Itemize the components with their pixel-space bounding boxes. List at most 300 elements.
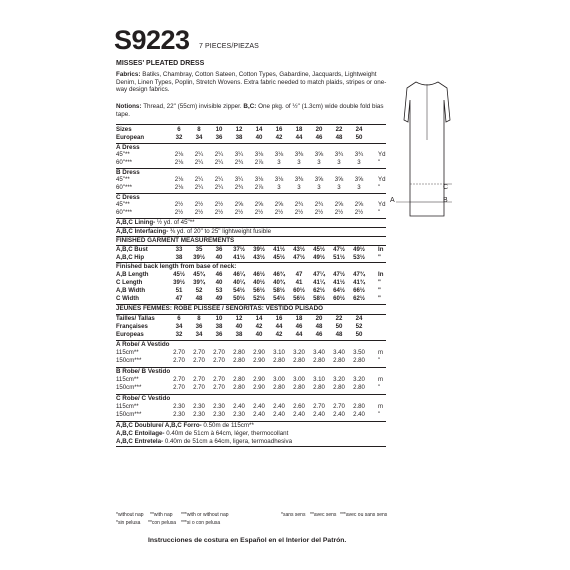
unit-label: " — [378, 159, 381, 166]
table-rule — [116, 193, 386, 194]
table-cell: 50½ — [233, 295, 245, 302]
table-cell: 3⅛ — [254, 151, 264, 158]
table-cell: 3⅝ — [314, 176, 324, 183]
table-cell: 47 — [295, 271, 303, 278]
table-cell: 18 — [295, 126, 303, 133]
footnote-con-pelusa: **con pelusa — [148, 520, 177, 526]
table-cell: 41¼ — [313, 279, 325, 286]
table-cell: 3 — [317, 159, 321, 166]
table-cell: 2.90 — [253, 357, 265, 364]
table-cell: 2.40 — [313, 411, 325, 418]
table-cell: 2.40 — [273, 411, 285, 418]
table-cell: 2⅝ — [234, 201, 244, 208]
table-section-heading: JEUNES FEMMES: ROBE PLISSÉE / SEÑORITAS: VESTIDO PLISADO — [116, 305, 324, 312]
note-text: 0.40m de 51cm à 64cm, léger, thermocollant — [164, 430, 289, 437]
table-cell: 40¼ — [233, 279, 245, 286]
table-cell: 2⅛ — [174, 159, 184, 166]
table-cell: 2.70 — [173, 349, 185, 356]
table-cell: 10 — [215, 315, 223, 322]
table-cell: 2½ — [174, 201, 184, 208]
table-cell: 2.80 — [233, 357, 245, 364]
table-cell: 41½ — [273, 246, 285, 253]
table-cell: 2½ — [274, 209, 284, 216]
notions-label: Notions: — [116, 103, 142, 110]
table-cell: 2⅞ — [254, 159, 264, 166]
table-cell: 2.70 — [213, 357, 225, 364]
table-cell: 2.30 — [193, 403, 205, 410]
table-cell: 3¼ — [234, 176, 244, 183]
unit-label: Yd — [378, 151, 386, 158]
table-cell: 2½ — [294, 209, 304, 216]
table-cell: 40 — [215, 254, 223, 261]
table-cell: 2¼ — [194, 184, 204, 191]
table-cell: 41½ — [333, 279, 345, 286]
view-c-label: C — [443, 184, 449, 191]
note-label: A,B,C Interfacing- — [116, 228, 169, 235]
row-label: A,B Length — [116, 271, 149, 278]
table-cell: 2.30 — [213, 403, 225, 410]
table-cell: 64½ — [333, 287, 345, 294]
table-cell: 3 — [357, 159, 361, 166]
table-cell: 3 — [357, 184, 361, 191]
table-cell: 47½ — [333, 246, 345, 253]
table-cell: 46¾ — [273, 271, 285, 278]
table-cell: 36 — [215, 331, 223, 338]
table-cell: 2⅝ — [274, 201, 284, 208]
table-cell: 3⅜ — [294, 151, 304, 158]
table-cell: 45½ — [313, 246, 325, 253]
table-cell: 2.80 — [233, 384, 245, 391]
unit-label: " — [378, 279, 381, 286]
table-cell: 16 — [275, 315, 283, 322]
table-cell: 6 — [177, 126, 181, 133]
table-cell: 47½ — [333, 271, 345, 278]
table-cell: 48 — [335, 331, 343, 338]
table-cell: 51 — [175, 287, 183, 294]
note-text: 0.50m de 115cm** — [201, 422, 254, 429]
table-cell: 47¼ — [313, 271, 325, 278]
table-cell: 3¼ — [234, 151, 244, 158]
row-label: 115cm** — [116, 349, 139, 356]
table-cell: 3 — [337, 159, 341, 166]
table-cell: 47½ — [293, 254, 305, 261]
table-cell: 10 — [215, 126, 223, 133]
table-cell: 36 — [215, 134, 223, 141]
row-label: 150cm*** — [116, 384, 142, 391]
table-cell: 3⅛ — [274, 176, 284, 183]
table-cell: 2¼ — [194, 159, 204, 166]
unit-label: " — [378, 254, 381, 261]
table-cell: 2¼ — [214, 176, 224, 183]
table-rule — [116, 168, 386, 169]
row-label: 45"** — [116, 201, 130, 208]
table-cell: 2¼ — [214, 184, 224, 191]
table-cell: 2.80 — [313, 384, 325, 391]
table-cell: 2.80 — [353, 384, 365, 391]
unit-label: " — [378, 184, 381, 191]
table-cell: 2½ — [314, 209, 324, 216]
notions-text: Thread, 22" (55cm) invisible zipper. — [143, 103, 242, 110]
table-cell: 41½ — [233, 254, 245, 261]
table-cell: 40¾ — [273, 279, 285, 286]
table-cell: 18 — [295, 315, 303, 322]
table-cell: 3¾ — [334, 151, 344, 158]
table-cell: 2.40 — [273, 403, 285, 410]
table-cell: 36 — [195, 323, 203, 330]
unit-label: In — [378, 246, 384, 253]
row-label: Tailles/ Tallas — [116, 315, 155, 322]
table-cell: 3.40 — [333, 349, 345, 356]
note-text: ⅜ yd. of 20" to 25" lightweight fusible — [168, 228, 272, 235]
table-cell: 40 — [255, 331, 263, 338]
table-cell: 58½ — [313, 295, 325, 302]
notions-bc-label: B,C: — [243, 103, 257, 110]
unit-label: " — [378, 287, 381, 294]
table-cell: 2.30 — [173, 403, 185, 410]
footnote-avec-ou-sans: ***avec ou sans sens — [340, 512, 388, 518]
table-cell: 2.80 — [293, 384, 305, 391]
table-cell: 34 — [175, 323, 183, 330]
table-cell: 3⅛ — [274, 151, 284, 158]
table-cell: 48 — [335, 134, 343, 141]
table-cell: 43½ — [293, 246, 305, 253]
table-cell: 2⅝ — [354, 201, 364, 208]
table-cell: 2.90 — [253, 384, 265, 391]
table-cell: 2.40 — [233, 403, 245, 410]
table-cell: 38 — [215, 323, 223, 330]
note-label: A,B,C Entoilage- — [116, 430, 165, 437]
table-cell: 2.30 — [193, 411, 205, 418]
table-cell: 39½ — [173, 279, 185, 286]
table-cell: 40½ — [253, 279, 265, 286]
table-cell: 32 — [175, 134, 183, 141]
table-cell: 36 — [215, 246, 223, 253]
footnote-with-or-without: ***with or without nap — [181, 512, 229, 518]
row-label: A,B Width — [116, 287, 146, 294]
table-cell: 40 — [235, 323, 243, 330]
footnote-sin-pelusa: *sin pelusa — [116, 520, 141, 526]
table-cell: 2.70 — [193, 384, 205, 391]
unit-label: " — [378, 384, 381, 391]
table-cell: 34 — [195, 134, 203, 141]
table-cell: 60½ — [333, 295, 345, 302]
table-cell: 43½ — [253, 254, 265, 261]
note-label: A,B,C Doublure/ A,B,C Forro- — [116, 422, 202, 429]
note-line — [116, 219, 195, 227]
table-cell: 2½ — [334, 209, 344, 216]
unit-label: m — [378, 376, 384, 383]
note-line — [116, 430, 288, 438]
table-cell: 2⅞ — [254, 184, 264, 191]
table-cell: 3.20 — [353, 376, 365, 383]
table-cell: 24 — [355, 126, 363, 133]
notions-bc-text: One pkg. of ½" (1.3cm) wide double fold bias tape. — [116, 103, 384, 118]
view-b-label: B — [443, 197, 448, 204]
table-cell: 3⅛ — [254, 176, 264, 183]
table-cell: 8 — [197, 126, 201, 133]
table-cell: 44 — [275, 323, 283, 330]
table-cell: 45¾ — [193, 271, 205, 278]
table-cell: 2½ — [214, 201, 224, 208]
row-label: 150cm*** — [116, 357, 142, 364]
table-cell: 3 — [277, 184, 281, 191]
table-cell: 50 — [355, 331, 363, 338]
table-section-heading: Finished back length from base of neck: — [116, 263, 237, 270]
garment-title: MISSES' PLEATED DRESS — [116, 60, 205, 67]
table-cell: 3.10 — [273, 349, 285, 356]
table-cell: 40 — [255, 134, 263, 141]
table-cell: 34 — [195, 331, 203, 338]
table-cell: 2.40 — [353, 411, 365, 418]
table-cell: 2.70 — [173, 376, 185, 383]
table-cell: 20 — [315, 126, 323, 133]
row-label: 115cm** — [116, 376, 139, 383]
table-cell: 66½ — [353, 287, 365, 294]
fabrics-text: Batiks, Chambray, Cotton Sateen, Cotton Types, Gabardine, Jacquards, Lightweight Denim, Linen Types, Poplin, Stretch Wovens. Extra fabric needed to match plaids, stripes or one-way design fabrics. — [116, 71, 387, 94]
row-label: A,B,C Hip — [116, 254, 145, 261]
table-cell: 2.80 — [233, 376, 245, 383]
table-cell: 2¼ — [214, 159, 224, 166]
table-cell: 2¼ — [194, 151, 204, 158]
table-cell: 2⅛ — [174, 151, 184, 158]
table-cell: 16 — [275, 126, 283, 133]
table-cell: 53 — [215, 287, 223, 294]
table-cell: 2.70 — [313, 403, 325, 410]
table-rule — [116, 143, 386, 144]
table-cell: 51½ — [333, 254, 345, 261]
note-label: A,B,C Lining- — [116, 219, 156, 226]
table-cell: 38 — [175, 254, 183, 261]
table-cell: 2.90 — [253, 376, 265, 383]
pattern-number: S9223 — [114, 25, 190, 55]
table-cell: 3⅜ — [294, 176, 304, 183]
footnote-avec-sens: **avec sens — [310, 512, 337, 518]
table-cell: 2.70 — [193, 357, 205, 364]
row-label: 45"** — [116, 151, 130, 158]
table-cell: 3¾ — [354, 151, 364, 158]
unit-label: " — [378, 357, 381, 364]
table-cell: 45½ — [173, 271, 185, 278]
spanish-instructions-note: Instrucciones de costura en Español en el Interior del Patrón. — [148, 537, 347, 544]
view-a-label: A — [390, 197, 395, 204]
table-cell: 3.20 — [333, 376, 345, 383]
table-cell: 2½ — [194, 201, 204, 208]
table-cell: 60½ — [293, 287, 305, 294]
row-label: C Width — [116, 295, 139, 302]
table-cell: 40 — [215, 279, 223, 286]
table-cell: 54½ — [233, 287, 245, 294]
table-cell: 2½ — [254, 209, 264, 216]
table-cell: 2½ — [214, 209, 224, 216]
pieces-count: 7 PIECES/PIEZAS — [199, 43, 259, 50]
table-cell: 47¾ — [353, 271, 365, 278]
table-cell: 42 — [275, 134, 283, 141]
unit-label: Yd — [378, 201, 386, 208]
row-label: 60"*** — [116, 184, 133, 191]
table-cell: 50 — [335, 323, 343, 330]
table-cell: 44 — [295, 134, 303, 141]
table-cell: 3 — [297, 159, 301, 166]
table-section-heading: A Robe/ A Vestido — [116, 341, 170, 348]
note-text: ½ yd. of 45"** — [155, 219, 195, 226]
table-cell: 52 — [195, 287, 203, 294]
table-cell: 2.70 — [193, 349, 205, 356]
table-cell: 2.70 — [173, 384, 185, 391]
table-section-heading: C Robe/ C Vestido — [116, 395, 171, 402]
table-cell: 2.40 — [333, 411, 345, 418]
row-label: European — [116, 134, 145, 141]
row-label: C Length — [116, 279, 143, 286]
table-rule — [116, 124, 386, 125]
table-cell: 3.10 — [313, 376, 325, 383]
table-cell: 38 — [235, 331, 243, 338]
dress-back-sketch — [392, 80, 462, 220]
table-cell: 22 — [335, 315, 343, 322]
note-line — [116, 422, 254, 430]
unit-label: " — [378, 209, 381, 216]
table-cell: 46 — [295, 323, 303, 330]
table-cell: 2¾ — [314, 201, 324, 208]
table-cell: 39¾ — [193, 279, 205, 286]
table-cell: 62½ — [313, 287, 325, 294]
table-cell: 2.80 — [333, 357, 345, 364]
row-label: Europeas — [116, 331, 144, 338]
table-cell: 2½ — [354, 209, 364, 216]
table-cell: 24 — [355, 315, 363, 322]
table-cell: 2.70 — [213, 349, 225, 356]
table-cell: 3⅝ — [314, 151, 324, 158]
table-cell: 2.80 — [353, 357, 365, 364]
unit-label: In — [378, 271, 384, 278]
table-cell: 46 — [315, 134, 323, 141]
unit-label: m — [378, 403, 384, 410]
table-cell: 39½ — [253, 246, 265, 253]
table-cell: 46 — [315, 331, 323, 338]
note-text: 0.40m de 51cm a 64cm, ligera, termoadhesiva — [163, 438, 293, 445]
table-cell: 3.50 — [353, 349, 365, 356]
table-cell: 2.30 — [173, 411, 185, 418]
table-cell: 2.60 — [293, 403, 305, 410]
table-cell: 2.80 — [313, 357, 325, 364]
table-cell: 3 — [317, 184, 321, 191]
table-cell: 3.40 — [313, 349, 325, 356]
table-cell: 2.40 — [253, 403, 265, 410]
table-cell: 20 — [315, 315, 323, 322]
table-cell: 33 — [175, 246, 183, 253]
table-cell: 41 — [295, 279, 303, 286]
table-cell: 39½ — [193, 254, 205, 261]
table-cell: 3.00 — [273, 376, 285, 383]
footnote-with-nap: **with nap — [150, 512, 173, 518]
table-cell: 3 — [277, 159, 281, 166]
table-cell: 8 — [197, 315, 201, 322]
row-label: 60"*** — [116, 209, 133, 216]
table-cell: 47 — [175, 295, 183, 302]
table-section-heading: A Dress — [116, 144, 140, 151]
table-section-heading: FINISHED GARMENT MEASUREMENTS — [116, 237, 235, 244]
table-cell: 2½ — [194, 209, 204, 216]
table-cell: 44 — [295, 331, 303, 338]
footnote-si-o-con: ***si o con pelusa — [181, 520, 221, 526]
table-cell: 2¾ — [234, 184, 244, 191]
table-cell: 2.40 — [293, 411, 305, 418]
table-cell: 2.80 — [273, 357, 285, 364]
table-cell: 2½ — [174, 209, 184, 216]
table-cell: 2.70 — [213, 384, 225, 391]
table-cell: 6 — [177, 315, 181, 322]
fabrics-label: Fabrics: — [116, 71, 141, 78]
table-cell: 46 — [215, 271, 223, 278]
table-cell: 52 — [355, 323, 363, 330]
table-cell: 58½ — [273, 287, 285, 294]
row-label: Françaises — [116, 323, 148, 330]
table-cell: 12 — [235, 126, 243, 133]
table-cell: 2.70 — [193, 376, 205, 383]
table-rule — [116, 446, 386, 447]
table-cell: 2½ — [234, 209, 244, 216]
table-cell: 2.80 — [273, 384, 285, 391]
footnote-without-nap: *without nap — [116, 512, 144, 518]
table-cell: 32 — [175, 331, 183, 338]
table-cell: 2¾ — [234, 159, 244, 166]
table-cell: 49½ — [353, 246, 365, 253]
note-line — [116, 228, 271, 236]
table-cell: 48 — [195, 295, 203, 302]
table-cell: 46½ — [253, 271, 265, 278]
table-cell: 45½ — [273, 254, 285, 261]
table-cell: 14 — [255, 126, 263, 133]
notions-section — [116, 103, 388, 118]
table-cell: 2¼ — [214, 151, 224, 158]
unit-label: " — [378, 411, 381, 418]
table-cell: 2⅝ — [334, 201, 344, 208]
table-cell: 49 — [215, 295, 223, 302]
table-cell: 3.20 — [293, 349, 305, 356]
table-cell: 3⅝ — [354, 176, 364, 183]
table-cell: 2.80 — [333, 384, 345, 391]
table-cell: 62½ — [353, 295, 365, 302]
unit-label: m — [378, 349, 384, 356]
note-line — [116, 438, 292, 446]
table-cell: 35 — [195, 246, 203, 253]
table-cell: 3 — [337, 184, 341, 191]
fabrics-section — [116, 71, 388, 94]
table-cell: 42 — [255, 323, 263, 330]
table-cell: 41¾ — [353, 279, 365, 286]
table-cell: 2.70 — [333, 403, 345, 410]
table-cell: 2.70 — [213, 376, 225, 383]
table-cell: 56½ — [253, 287, 265, 294]
unit-label: " — [378, 295, 381, 302]
table-section-heading: C Dress — [116, 194, 140, 201]
table-cell: 2.90 — [253, 349, 265, 356]
table-cell: 52½ — [253, 295, 265, 302]
table-cell: 2.80 — [353, 403, 365, 410]
row-label: Sizes — [116, 126, 132, 133]
table-cell: 50 — [355, 134, 363, 141]
table-cell: 2.30 — [233, 411, 245, 418]
table-cell: 37½ — [233, 246, 245, 253]
table-cell: 42 — [275, 331, 283, 338]
table-cell: 48 — [315, 323, 323, 330]
table-cell: 3.00 — [293, 376, 305, 383]
table-cell: 2.80 — [293, 357, 305, 364]
table-cell: 12 — [235, 315, 243, 322]
table-cell: 3 — [297, 184, 301, 191]
table-cell: 2⅛ — [174, 184, 184, 191]
unit-label: Yd — [378, 176, 386, 183]
table-cell: 2.80 — [233, 349, 245, 356]
